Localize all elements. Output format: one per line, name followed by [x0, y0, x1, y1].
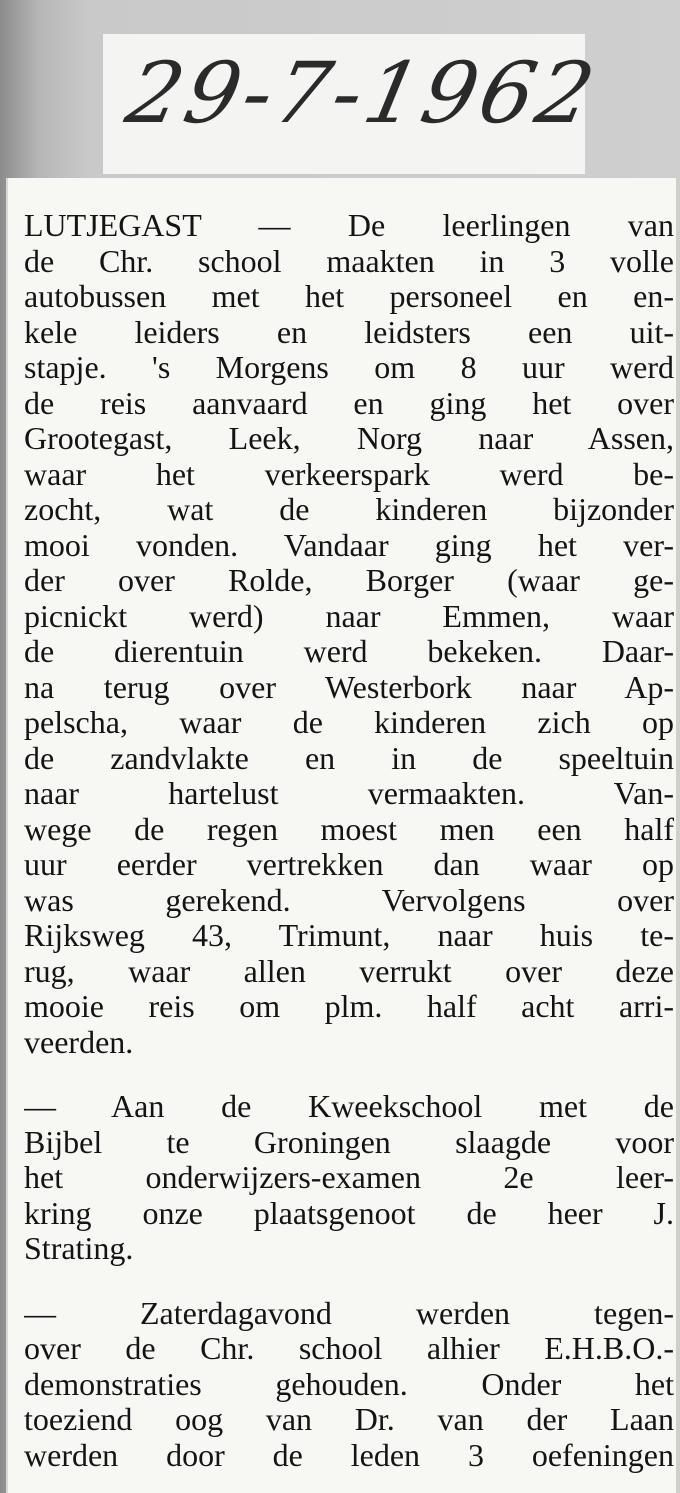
article-paragraph-3	[24, 1296, 674, 1474]
article-line: waar het verkeerspark werd be-	[24, 456, 674, 492]
article-line: — Zaterdagavond werden tegen-	[24, 1295, 674, 1331]
newspaper-clipping	[8, 178, 676, 1493]
article-line: de dierentuin werd bekeken. Daar-	[24, 634, 674, 669]
article-line: Grootegast, Leek, Norg naar Assen,	[24, 421, 674, 456]
article-line: veerden.	[24, 1024, 134, 1060]
article-line: stapje. 's Morgens om 8 uur werd	[24, 350, 674, 385]
article-line: LUTJEGAST — De leerlingen van	[24, 208, 674, 243]
article-line: picnickt werd) naar Emmen, waar	[24, 598, 674, 634]
article-line: demonstraties gehouden. Onder het	[24, 1366, 674, 1402]
article-line: mooie reis om plm. half acht arri-	[24, 989, 674, 1024]
article-line: kring onze plaatsgenoot de heer J.	[24, 1195, 674, 1231]
article-line: Bijbel te Groningen slaagde voor	[24, 1124, 674, 1160]
article-line: na terug over Westerbork naar Ap-	[24, 669, 674, 705]
article-paragraph-1	[24, 208, 674, 1060]
article-line: toeziend oog van Dr. van der Laan	[24, 1402, 674, 1437]
handwritten-date: 29-7-1962	[118, 44, 607, 142]
article-line: over de Chr. school alhier E.H.B.O.-	[24, 1331, 674, 1366]
date-label-paper	[103, 34, 607, 174]
article-line: uur eerder vertrekken dan waar op	[24, 847, 674, 882]
article-line: het onderwijzers-examen 2e leer-	[24, 1160, 674, 1195]
article-paragraph-2	[24, 1089, 674, 1267]
article-line: werden door de leden 3 oefeningen	[24, 1437, 674, 1473]
article-line: naar hartelust vermaakten. Van-	[24, 776, 674, 811]
article-line: de Chr. school maakten in 3 volle	[24, 243, 674, 279]
article-line: rug, waar allen verrukt over deze	[24, 953, 674, 989]
article-column	[24, 208, 674, 1473]
article-line: zocht, wat de kinderen bijzonder	[24, 492, 674, 527]
article-line: Strating.	[24, 1231, 134, 1266]
article-line: de zandvlakte en in de speeltuin	[24, 740, 674, 776]
article-line: der over Rolde, Borger (waar ge-	[24, 563, 674, 598]
article-line: Rijksweg 43, Trimunt, naar huis te-	[24, 918, 674, 953]
article-line: de reis aanvaard en ging het over	[24, 385, 674, 421]
article-line: wege de regen moest men een half	[24, 811, 674, 847]
article-line: autobussen met het personeel en en-	[24, 279, 674, 314]
article-line: was gerekend. Vervolgens over	[24, 882, 674, 918]
article-line: pelscha, waar de kinderen zich op	[24, 705, 674, 740]
article-line: kele leiders en leidsters een uit-	[24, 314, 674, 350]
article-line: — Aan de Kweekschool met de	[24, 1089, 674, 1124]
article-line: mooi vonden. Vandaar ging het ver-	[24, 527, 674, 563]
